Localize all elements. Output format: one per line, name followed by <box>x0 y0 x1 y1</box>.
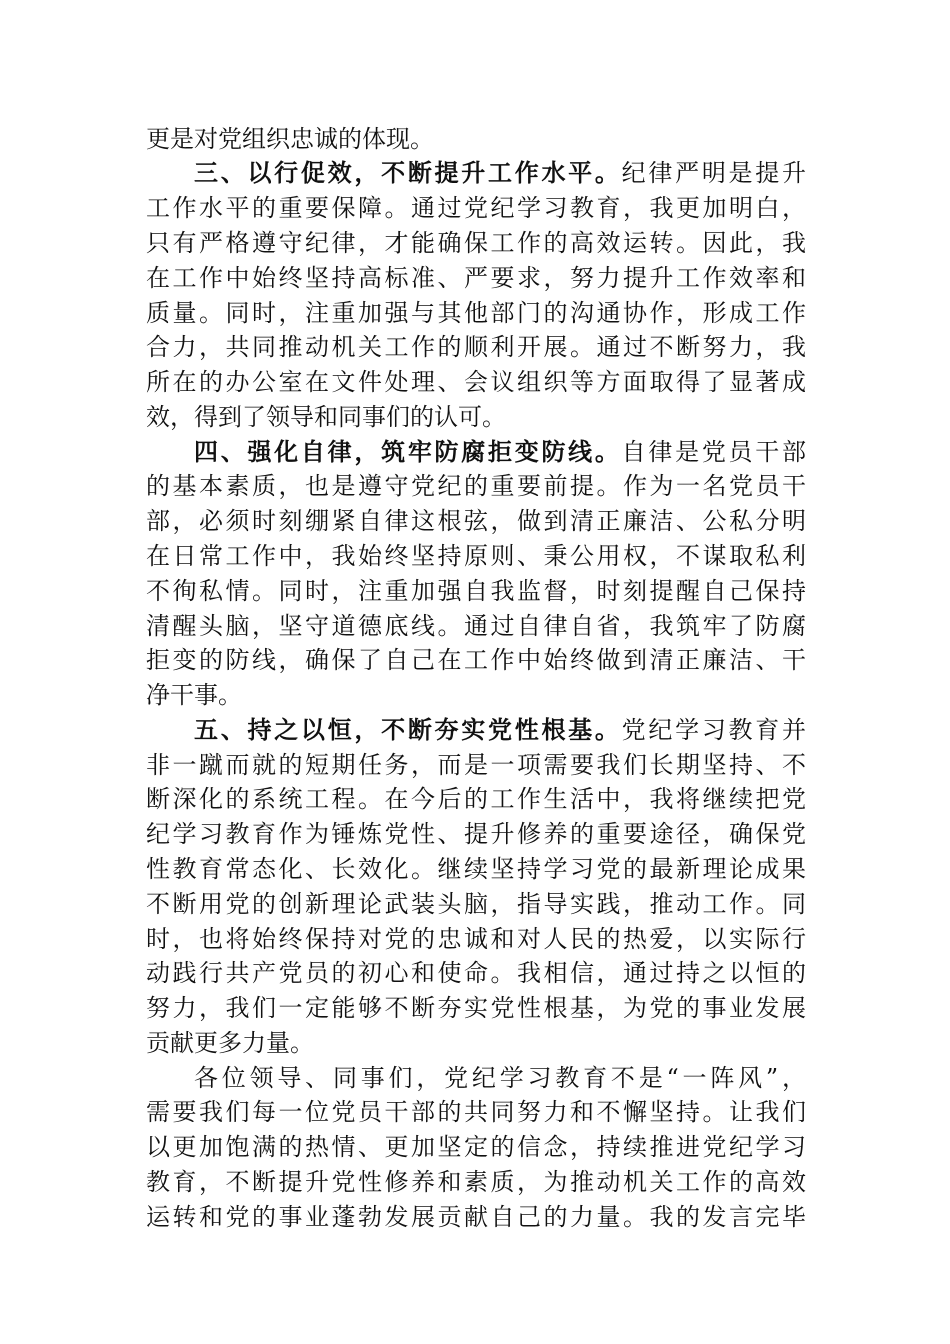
text-line: 不徇私情。同时，注重加强自我监督，时刻提醒自己保持 <box>146 577 806 605</box>
text-line: 质量。同时，注重加强与其他部门的沟通协作，形成工作 <box>146 299 806 327</box>
text-line: 断深化的系统工程。在今后的工作生活中，我将继续把党 <box>146 785 806 813</box>
text-line: 在工作中始终坚持高标准、严要求，努力提升工作效率和 <box>146 264 806 292</box>
text-line: 合力，共同推动机关工作的顺利开展。通过不断努力，我 <box>146 333 806 361</box>
text-line: 在日常工作中，我始终坚持原则、秉公用权，不谋取私利 <box>146 542 806 570</box>
section-heading-line: 五、持之以恒，不断夯实党性根基。党纪学习教育并 <box>194 716 807 744</box>
text-line: 清醒头脑，坚守道德底线。通过自律自省，我筑牢了防腐 <box>146 612 806 640</box>
text-line: 拒变的防线，确保了自己在工作中始终做到清正廉洁、干 <box>146 646 806 674</box>
text-line: 部，必须时刻绷紧自律这根弦，做到清正廉洁、公私分明 <box>146 507 806 535</box>
text-line: 贡献更多力量。 <box>146 1029 314 1057</box>
text-line: 努力，我们一定能够不断夯实党性根基，为党的事业发展 <box>146 994 806 1022</box>
section-heading-line: 三、以行促效，不断提升工作水平。纪律严明是提升 <box>194 159 807 187</box>
text-line: 非一蹴而就的短期任务，而是一项需要我们长期坚持、不 <box>146 751 806 779</box>
text-line: 的基本素质，也是遵守党纪的重要前提。作为一名党员干 <box>146 472 806 500</box>
text-line: 纪学习教育作为锤炼党性、提升修养的重要途径，确保党 <box>146 820 806 848</box>
text-line: 动践行共产党员的初心和使命。我相信，通过持之以恒的 <box>146 959 806 987</box>
text-line: 性教育常态化、长效化。继续坚持学习党的最新理论成果 <box>146 855 806 883</box>
section-heading: 五、持之以恒，不断夯实党性根基。 <box>194 716 622 744</box>
text-line: 运转和党的事业蓬勃发展贡献自己的力量。我的发言完毕 <box>146 1203 806 1231</box>
text-line: 以更加饱满的热情、更加坚定的信念，持续推进党纪学习 <box>146 1133 806 1161</box>
section-heading: 四、强化自律，筑牢防腐拒变防线。 <box>194 438 622 466</box>
text-line: 工作水平的重要保障。通过党纪学习教育，我更加明白， <box>146 194 806 222</box>
text-line: 不断用党的创新理论武装头脑，指导实践，推动工作。同 <box>146 890 806 918</box>
text-line: 时，也将始终保持对党的忠诚和对人民的热爱，以实际行 <box>146 925 806 953</box>
text-line: 效，得到了领导和同事们的认可。 <box>146 403 506 431</box>
text-line: 更是对党组织忠诚的体现。 <box>146 125 434 153</box>
text-line: 需要我们每一位党员干部的共同努力和不懈坚持。让我们 <box>146 1098 806 1126</box>
text-line: 所在的办公室在文件处理、会议组织等方面取得了显著成 <box>146 368 806 396</box>
section-heading: 三、以行促效，不断提升工作水平。 <box>194 159 622 187</box>
text-line: 净干事。 <box>146 681 242 709</box>
text-line: 只有严格遵守纪律，才能确保工作的高效运转。因此，我 <box>146 229 806 257</box>
text-line: 教育，不断提升党性修养和素质，为推动机关工作的高效 <box>146 1168 806 1196</box>
text-line: 各位领导、同事们，党纪学习教育不是“一阵风”， <box>194 1064 806 1092</box>
section-heading-line: 四、强化自律，筑牢防腐拒变防线。自律是党员干部 <box>194 438 807 466</box>
